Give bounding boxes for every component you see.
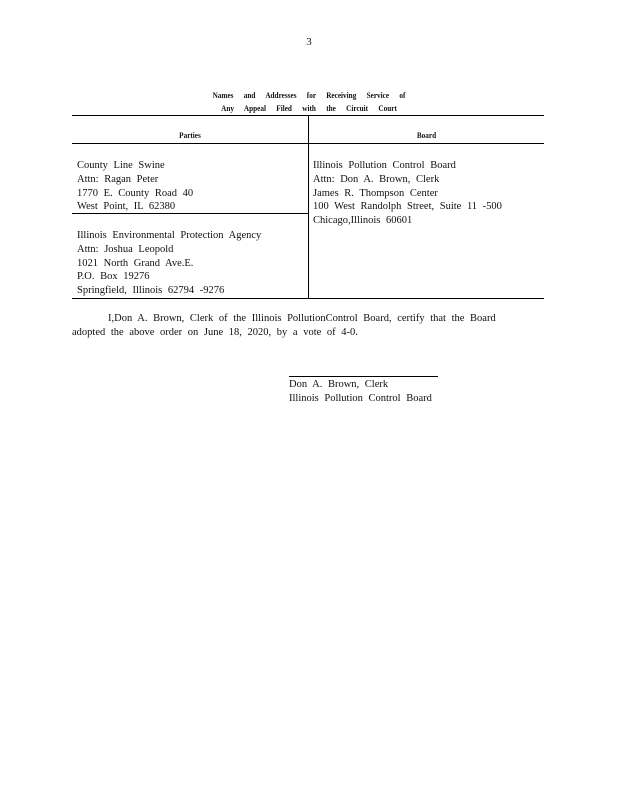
address-line: Attn: Ragan Peter: [77, 173, 159, 185]
party-address-county-line-swine: [77, 159, 193, 214]
address-line: Attn: Don A. Brown, Clerk: [313, 173, 440, 185]
address-line: 100 West Randolph Street, Suite 11 -500: [313, 201, 502, 213]
heading-line-1: Names and Addresses for Receiving Service of: [212, 90, 406, 100]
address-line: Attn: Joshua Leopold: [77, 243, 174, 255]
service-heading: [46, 89, 571, 115]
board-address: [313, 159, 502, 228]
parties-column-header: Parties: [179, 130, 201, 140]
header-divider: [72, 143, 544, 144]
address-line: Chicago,Illinois 60601: [313, 215, 413, 227]
address-line: 1770 E. County Road 40: [77, 187, 194, 199]
address-line: 1021 North Grand Ave.E.: [77, 257, 194, 269]
address-line: Springfield, Illinois 62794 -9276: [77, 285, 225, 297]
certification-line-1: I,Don A. Brown, Clerk of the Illinois PollutionControl Board, certify that the Board: [108, 313, 496, 324]
service-address-table: [72, 115, 544, 299]
certification-paragraph: [72, 312, 508, 340]
address-line: West Point, IL 62380: [77, 201, 176, 213]
signer-name: Don A. Brown, Clerk: [289, 379, 389, 390]
address-line: County Line Swine: [77, 160, 165, 171]
party-address-iepa: [77, 229, 261, 298]
address-line: P.O. Box 19276: [77, 271, 150, 283]
signature-block: [289, 378, 432, 406]
address-line: Illinois Environmental Protection Agency: [77, 230, 262, 241]
page-number: 3: [306, 36, 312, 48]
address-line: James R. Thompson Center: [313, 187, 438, 199]
heading-line-2: Any Appeal Filed with the Circuit Court: [221, 103, 397, 113]
signer-title: Illinois Pollution Control Board: [289, 393, 432, 404]
signature-line: [289, 376, 438, 377]
certification-line-2: adopted the above order on June 18, 2020, by a vote of 4-0.: [72, 327, 358, 338]
address-line: Illinois Pollution Control Board: [313, 160, 456, 171]
board-column-header: Board: [416, 130, 437, 140]
